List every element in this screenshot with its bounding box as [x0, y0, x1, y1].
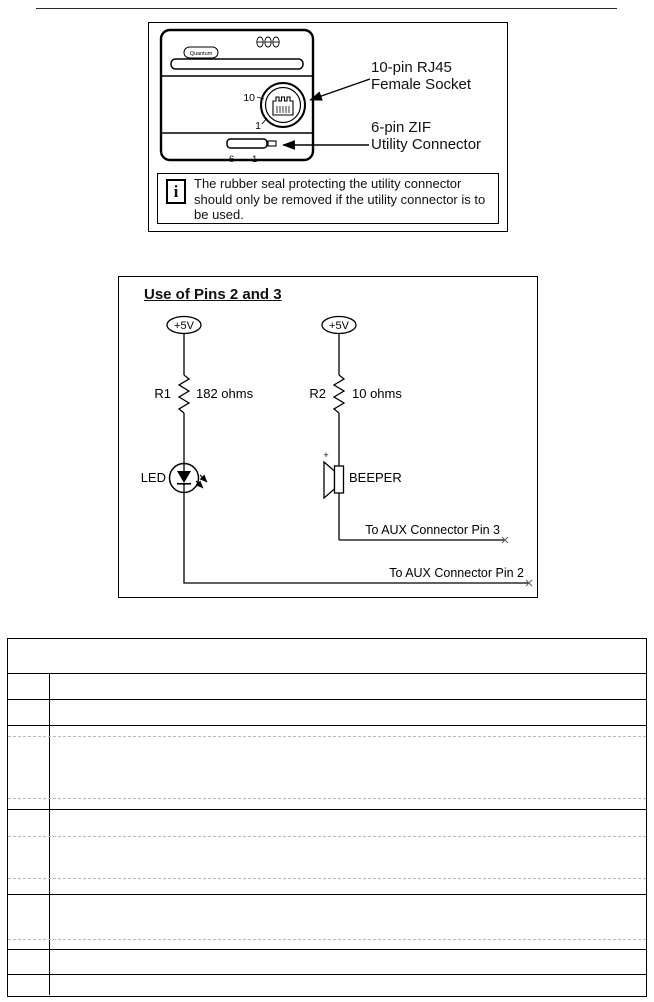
left-supply-label: +5V: [174, 320, 194, 332]
rj45-pin10-label: 10: [243, 92, 255, 104]
row-divider-dashed: [8, 939, 646, 940]
table-cell-key: [8, 726, 50, 809]
rj45-socket: [261, 83, 305, 127]
table-row: [8, 974, 646, 995]
r2-ref: R2: [309, 386, 326, 401]
beeper-label: BEEPER: [349, 470, 402, 485]
right-supply-label: +5V: [329, 320, 349, 332]
table-cell-value: [50, 950, 646, 974]
card-slot: [171, 59, 303, 69]
table-cell-key: [8, 950, 50, 974]
table-row: [8, 894, 646, 949]
beeper-symbol: [323, 450, 343, 498]
r2-value: 10 ohms: [352, 386, 402, 401]
led-symbol: [170, 464, 208, 493]
table-row: [8, 699, 646, 725]
spec-table: [7, 638, 647, 997]
table-cell-value: [50, 895, 646, 949]
r1-value: 182 ohms: [196, 386, 254, 401]
row-divider-dashed: [8, 798, 646, 799]
zif-pin1-label: 1: [252, 154, 258, 165]
zif-callout-line1: 6-pin ZIF: [371, 119, 432, 136]
table-cell-key: [8, 810, 50, 894]
connector-figure: [148, 22, 508, 232]
beeper-polarity: +: [323, 450, 329, 460]
rj45-callout-arrow: [310, 79, 370, 100]
led-label: LED: [140, 470, 166, 485]
table-cell-key: [8, 975, 50, 995]
circuit-drawing: [119, 277, 536, 596]
table-row: [8, 949, 646, 974]
rj45-callout-line1: 10-pin RJ45: [371, 59, 452, 76]
brand-text: Quantum: [189, 51, 213, 57]
table-cell-value: [50, 975, 646, 995]
table-cell-key: [8, 895, 50, 949]
table-cell-key: [8, 700, 50, 725]
pin2-output-label: To AUX Connector Pin 2: [389, 566, 524, 580]
pin3-output-label: To AUX Connector Pin 3: [365, 523, 500, 537]
resistor-r2: [334, 375, 344, 413]
info-note: [157, 173, 499, 224]
rj45-callout-label: [371, 59, 471, 93]
rj45-pin1-label: 1: [255, 120, 261, 132]
circuit-figure: [118, 276, 538, 598]
info-icon: i: [166, 179, 186, 204]
table-cell-value: [50, 726, 646, 809]
table-row: [8, 809, 646, 894]
row-divider-dashed: [8, 736, 646, 737]
table-row: [8, 673, 646, 699]
resistor-r1: [179, 375, 189, 413]
table-cell-value: [50, 700, 646, 725]
row-divider-dashed: [8, 878, 646, 879]
table-cell-value: [50, 674, 646, 699]
table-cell-value: [50, 810, 646, 894]
row-divider-dashed: [8, 836, 646, 837]
rj45-callout-line2: Female Socket: [371, 76, 472, 93]
circuit-title: Use of Pins 2 and 3: [144, 286, 282, 303]
table-row: [8, 725, 646, 809]
table-header-row: [8, 639, 646, 673]
info-note-text: The rubber seal protecting the utility connector should only be removed if the utility connector is to be used.: [194, 176, 486, 222]
table-cell-key: [8, 674, 50, 699]
zif-callout-line2: Utility Connector: [371, 136, 482, 153]
page-header-rule: [36, 8, 617, 9]
r1-ref: R1: [154, 386, 171, 401]
zif-callout-label: [371, 119, 481, 153]
zif-pin6-label: 6: [229, 154, 235, 165]
